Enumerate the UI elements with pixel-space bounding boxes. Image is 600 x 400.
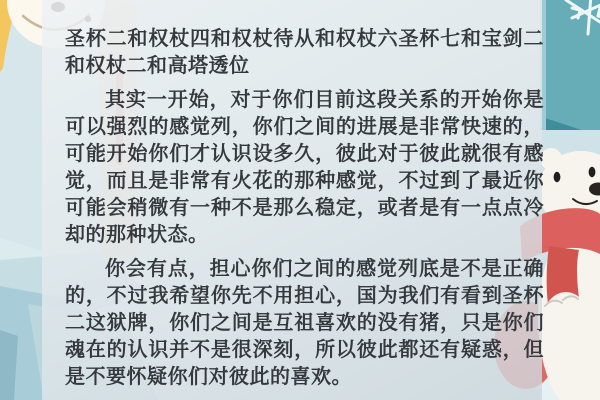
text-panel <box>42 0 542 400</box>
tarot-cards-line: 圣杯二和权杖四和权杖待从和权杖六圣杯七和宝剑二和权杖二和高塔透位 <box>65 28 544 77</box>
reading-paragraph-2: 你会有点，担心你们之间的感觉列底是不是正确的，不过我希望你先不用担心，国为我们有看到圣杯二这狱牌，你们之间是互祖喜欢的没有猪，只是你们魂在的认识并不是很深刻，所以彼此都还有疑惑，但是不要怀疑你们对彼此的喜欢。 <box>65 258 544 388</box>
reading-paragraph-1: 其实一开始，对于你们目前这段关系的开始你是可以强烈的感觉列，你们之间的进展是非常快速的，可能开始你们才认识设多久，彼此对于彼此就很有感觉，而且是非常有火花的那种感觉，不过到了最近你可能会稍微有一种不是那么稳定，或者是有一点点冷却的那种状态。 <box>65 89 544 246</box>
